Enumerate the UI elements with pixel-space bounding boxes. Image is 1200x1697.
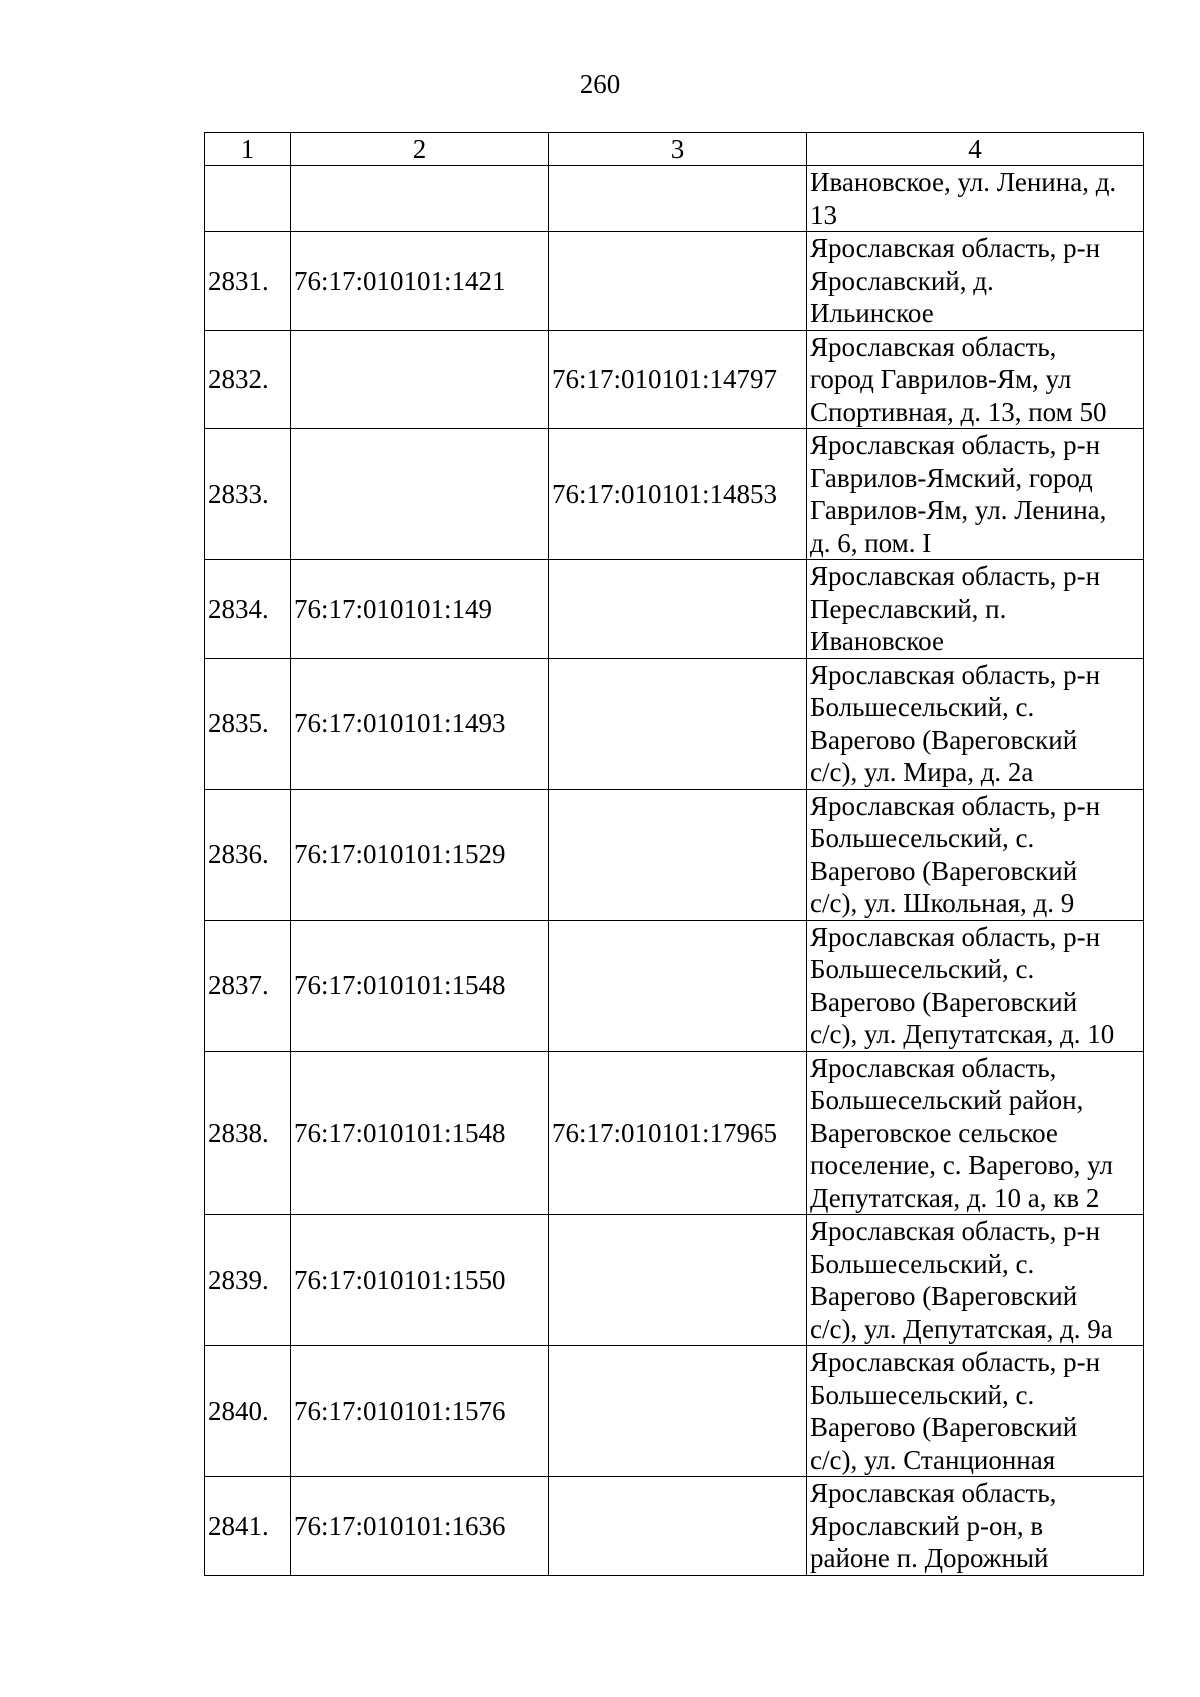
cadastral-object-cell <box>549 232 807 331</box>
table-row <box>205 1477 1144 1576</box>
row-number-cell: 2836. <box>205 789 291 920</box>
address-line: Ивановское, ул. Ленина, д. <box>810 167 1117 197</box>
table-row <box>205 560 1144 659</box>
cadastral-object-cell: 76:17:010101:17965 <box>549 1051 807 1215</box>
address-line: Большесельский, с. <box>810 1248 1035 1279</box>
row-number-cell: 2838. <box>205 1051 291 1215</box>
cadastral-object-cell <box>549 560 807 659</box>
table-row <box>205 429 1144 560</box>
address-line: Ярославский р-он, в <box>810 1510 1044 1541</box>
table-row <box>205 789 1144 920</box>
address-line: Ярославская область, р-н <box>810 1216 1101 1246</box>
address-line: Большесельский, с. <box>810 954 1035 984</box>
row-number-cell <box>205 166 291 232</box>
table-header-row <box>205 133 1144 166</box>
cadastral-object-cell: 76:17:010101:14797 <box>549 330 807 429</box>
cadastral-parcel-cell: 76:17:010101:1548 <box>291 920 549 1051</box>
row-number-cell: 2832. <box>205 330 291 429</box>
table-row <box>205 166 1144 232</box>
row-number-cell: 2841. <box>205 1477 291 1576</box>
address-line: Спортивная, д. 13, пом 50 <box>810 396 1107 427</box>
address-cell <box>807 920 1144 1051</box>
address-line: районе п. Дорожный <box>810 1543 1049 1573</box>
cadastral-object-cell <box>549 1346 807 1477</box>
address-line: Переславский, п. <box>810 593 1007 624</box>
address-line: д. 6, пом. I <box>810 527 932 558</box>
address-line: с/с), ул. Мира, д. 2а <box>810 757 1034 787</box>
address-line: Ярославская область, р-н <box>810 1347 1101 1377</box>
address-cell <box>807 789 1144 920</box>
address-line: Депутатская, д. 10 а, кв 2 <box>810 1182 1100 1213</box>
column-header: 3 <box>549 133 807 166</box>
cadastral-parcel-cell: 76:17:010101:149 <box>291 560 549 659</box>
table-header <box>205 133 1144 166</box>
cadastral-parcel-cell: 76:17:010101:1636 <box>291 1477 549 1576</box>
address-line: Ярославская область, р-н <box>810 790 1101 821</box>
cadastral-parcel-cell: 76:17:010101:1493 <box>291 658 549 789</box>
column-header: 4 <box>807 133 1144 166</box>
address-line: Большесельский, с. <box>810 1379 1035 1410</box>
address-line: Ярославская область, <box>810 331 1057 362</box>
table-row <box>205 1051 1144 1215</box>
row-number-cell: 2833. <box>205 429 291 560</box>
address-cell <box>807 330 1144 429</box>
address-cell <box>807 232 1144 331</box>
table-row <box>205 232 1144 331</box>
row-number-cell: 2839. <box>205 1215 291 1346</box>
address-line: Гаврилов-Ямский, город <box>810 462 1093 493</box>
address-line: город Гаврилов-Ям, ул <box>810 364 1072 394</box>
table-row <box>205 658 1144 789</box>
cadastral-object-cell: 76:17:010101:14853 <box>549 429 807 560</box>
address-line: Ярославская область, р-н <box>810 659 1101 690</box>
address-line: Вареговское сельское <box>810 1117 1058 1148</box>
row-number-cell: 2835. <box>205 658 291 789</box>
address-cell <box>807 1477 1144 1576</box>
address-line: Большесельский район, <box>810 1085 1084 1115</box>
address-cell <box>807 1051 1144 1215</box>
address-cell <box>807 560 1144 659</box>
table-row <box>205 1215 1144 1346</box>
cadastral-object-cell <box>549 1477 807 1576</box>
address-line: Большесельский, с. <box>810 692 1035 722</box>
address-cell <box>807 1346 1144 1477</box>
cadastral-object-cell <box>549 789 807 920</box>
address-line: Большесельский, с. <box>810 823 1035 853</box>
cadastral-object-cell <box>549 1215 807 1346</box>
address-line: Ярославская область, р-н <box>810 561 1101 591</box>
page-number: 260 <box>579 69 621 99</box>
address-line: Ильинское <box>810 298 934 328</box>
cadastral-object-cell <box>549 658 807 789</box>
column-header: 2 <box>291 133 549 166</box>
row-number-cell: 2831. <box>205 232 291 331</box>
address-cell <box>807 166 1144 232</box>
table-body <box>205 166 1144 1576</box>
cadastral-parcel-cell: 76:17:010101:1529 <box>291 789 549 920</box>
address-line: с/с), ул. Школьная, д. 9 <box>810 888 1075 918</box>
address-line: Ярославская область, <box>810 1478 1057 1508</box>
address-line: поселение, с. Варегово, ул <box>810 1150 1113 1180</box>
table-row <box>205 330 1144 429</box>
address-line: Варегово (Вареговский <box>810 724 1078 755</box>
row-number-cell: 2840. <box>205 1346 291 1477</box>
row-number-cell: 2837. <box>205 920 291 1051</box>
cadastral-parcel-cell: 76:17:010101:1548 <box>291 1051 549 1215</box>
address-line: Ярославская область, р-н <box>810 233 1101 263</box>
cadastral-parcel-cell: 76:17:010101:1550 <box>291 1215 549 1346</box>
column-header: 1 <box>205 133 291 166</box>
cadastral-object-cell <box>549 920 807 1051</box>
registry-table <box>204 132 1144 1576</box>
cadastral-parcel-cell: 76:17:010101:1576 <box>291 1346 549 1477</box>
address-line: Варегово (Вареговский <box>810 986 1078 1017</box>
cadastral-parcel-cell: 76:17:010101:1421 <box>291 232 549 331</box>
address-line: Варегово (Вареговский <box>810 1281 1078 1311</box>
address-line: Варегово (Вареговский <box>810 1412 1078 1442</box>
address-cell <box>807 658 1144 789</box>
address-line: с/с), ул. Депутатская, д. 10 <box>810 1019 1115 1049</box>
address-line: с/с), ул. Депутатская, д. 9а <box>810 1313 1113 1344</box>
address-line: 13 <box>810 199 837 230</box>
address-line: Ярославская область, <box>810 1052 1057 1083</box>
cadastral-object-cell <box>549 166 807 232</box>
cadastral-parcel-cell <box>291 429 549 560</box>
address-cell <box>807 429 1144 560</box>
address-line: Гаврилов-Ям, ул. Ленина, <box>810 495 1107 525</box>
table-row <box>205 920 1144 1051</box>
address-line: Варегово (Вареговский <box>810 855 1078 886</box>
cadastral-parcel-cell <box>291 166 549 232</box>
address-line: Ярославский, д. <box>810 265 994 296</box>
cadastral-parcel-cell <box>291 330 549 429</box>
address-cell <box>807 1215 1144 1346</box>
address-line: с/с), ул. Станционная <box>810 1444 1056 1475</box>
address-line: Ярославская область, р-н <box>810 430 1101 460</box>
table-row <box>205 1346 1144 1477</box>
address-line: Ярославская область, р-н <box>810 921 1101 952</box>
row-number-cell: 2834. <box>205 560 291 659</box>
address-line: Ивановское <box>810 626 944 656</box>
